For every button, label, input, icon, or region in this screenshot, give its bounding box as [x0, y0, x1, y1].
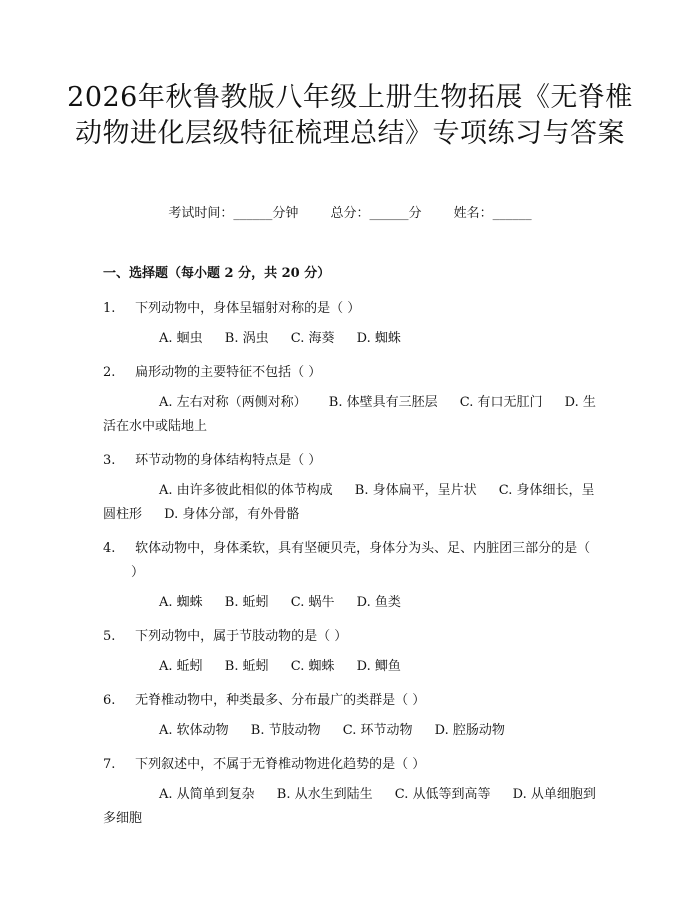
answer-options: [103, 479, 598, 527]
option-c: C. 从低等到高等: [394, 787, 491, 802]
option-b: B. 从水生到陆生: [276, 787, 373, 802]
option-b: B. 涡虫: [224, 331, 269, 346]
answer-options: [103, 655, 598, 679]
question-stem: 软体动物中，身体柔软，具有坚硬贝壳，身体分为头、足、内脏团三部分的是（ ）: [131, 541, 591, 580]
answer-options: [103, 391, 598, 439]
option-c: C. 蜘蛛: [290, 659, 335, 674]
answer-options: [103, 783, 598, 831]
question-6: [103, 689, 598, 743]
option-d: D. 腔肠动物: [434, 723, 505, 738]
option-b: B. 身体扁平，呈片状: [354, 483, 477, 498]
exam-info: [0, 205, 700, 223]
exam-time: 考试时间：______分钟: [168, 206, 299, 221]
option-a: A. 蜘蛛: [159, 595, 203, 610]
question-number: 3.: [103, 453, 116, 468]
option-c: C. 海葵: [290, 331, 335, 346]
option-c: C. 蜗牛: [290, 595, 335, 610]
option-a: A. 软体动物: [159, 723, 229, 738]
question-number: 1.: [103, 301, 116, 316]
question-7: [103, 753, 598, 831]
question-2: [103, 361, 598, 439]
option-a: A. 蛔虫: [159, 331, 203, 346]
question-number: 6.: [103, 693, 116, 708]
question-number: 4.: [103, 541, 116, 556]
option-b: B. 蚯蚓: [224, 595, 269, 610]
question-stem: 下列动物中，身体呈辐射对称的是（ ）: [135, 301, 361, 316]
option-d: D. 鲫鱼: [356, 659, 401, 674]
option-b: B. 蚯蚓: [224, 659, 269, 674]
question-number: 5.: [103, 629, 116, 644]
option-c: C. 身体细长，呈圆柱形: [103, 483, 595, 522]
option-d: D. 蜘蛛: [356, 331, 401, 346]
option-a: A. 从简单到复杂: [159, 787, 255, 802]
question-list: [103, 297, 598, 841]
option-d: D. 从单细胞到多细胞: [103, 787, 596, 826]
question-number: 2.: [103, 365, 116, 380]
question-1: [103, 297, 598, 351]
option-c: C. 有口无肛门: [459, 395, 543, 410]
question-number: 7.: [103, 757, 116, 772]
question-3: [103, 449, 598, 527]
question-stem: 下列动物中，属于节肢动物的是（ ）: [135, 629, 348, 644]
question-stem: 无脊椎动物中，种类最多、分布最广的类群是（ ）: [135, 693, 426, 708]
section-title: 一、选择题（每小题 2 分，共 20 分）: [103, 266, 331, 281]
answer-options: [103, 591, 598, 615]
answer-options: [103, 327, 598, 351]
option-d: D. 鱼类: [356, 595, 401, 610]
option-a: A. 由许多彼此相似的体节构成: [159, 483, 333, 498]
exam-name: 姓名：______: [453, 206, 532, 221]
option-d: D. 身体分部，有外骨骼: [164, 507, 300, 522]
option-b: B. 体壁具有三胚层: [328, 395, 438, 410]
option-a: A. 蚯蚓: [159, 659, 203, 674]
question-5: [103, 625, 598, 679]
exam-score: 总分：______分: [330, 206, 422, 221]
answer-options: [103, 719, 598, 743]
option-b: B. 节肢动物: [250, 723, 321, 738]
question-stem: 环节动物的身体结构特点是（ ）: [135, 453, 322, 468]
question-stem: 扁形动物的主要特征不包括（ ）: [135, 365, 322, 380]
option-d: D. 生活在水中或陆地上: [103, 395, 596, 434]
question-stem: 下列叙述中，不属于无脊椎动物进化趋势的是（ ）: [135, 757, 426, 772]
option-c: C. 环节动物: [342, 723, 413, 738]
question-4: [103, 537, 598, 615]
document-title: 2026年秋鲁教版八年级上册生物拓展《无脊椎动物进化层级特征梳理总结》专项练习与答案: [67, 82, 633, 149]
option-a: A. 左右对称（两侧对称）: [159, 395, 307, 410]
